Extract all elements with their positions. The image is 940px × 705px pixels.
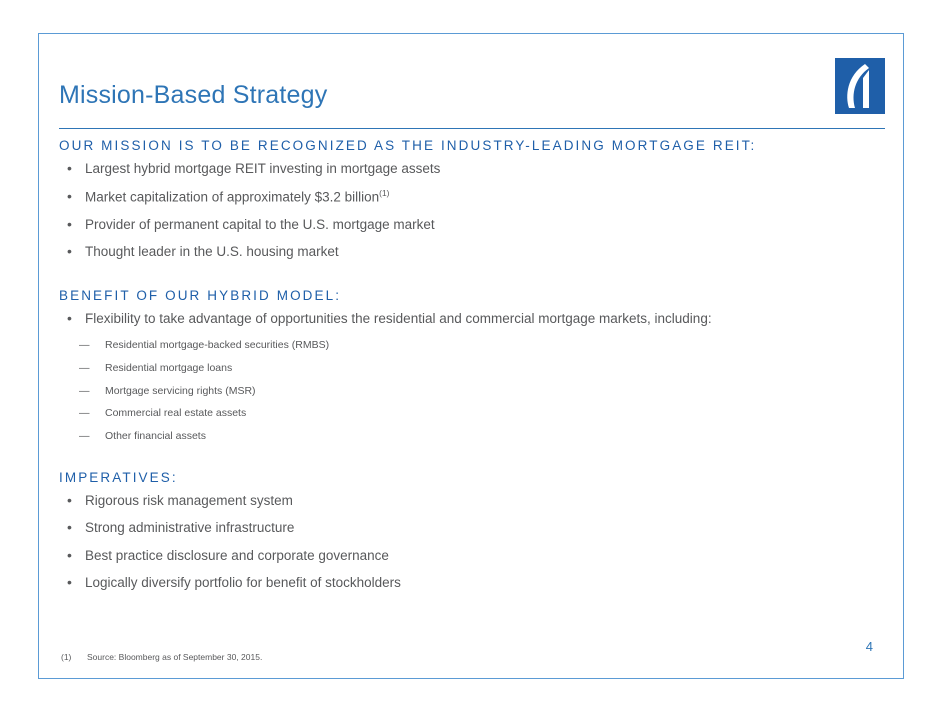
list-item — [59, 215, 889, 235]
list-item — [79, 384, 889, 399]
bullet-text: Provider of permanent capital to the U.S. mortgage market — [85, 216, 435, 232]
page-number: 4 — [865, 639, 873, 654]
slide-frame — [38, 33, 904, 679]
sub-bullet-wrap — [59, 338, 889, 443]
list-item — [59, 187, 889, 207]
bullet-text: Largest hybrid mortgage REIT investing in mortgage assets — [85, 161, 441, 176]
footnote — [61, 652, 262, 662]
section-heading-hybrid-model: BENEFIT OF OUR HYBRID MODEL: — [59, 287, 342, 303]
footnote-text: Source: Bloomberg as of September 30, 2015. — [87, 652, 263, 662]
bullet-text: Market capitalization of approximately $3.2 billion — [85, 189, 380, 205]
page-title: Mission-Based Strategy — [59, 81, 328, 109]
slide-content — [59, 138, 889, 601]
list-item — [59, 309, 889, 329]
list-item — [59, 242, 889, 262]
list-item — [79, 429, 889, 444]
list-item — [79, 338, 889, 353]
list-item — [79, 361, 889, 376]
bullet-text: Logically diversify portfolio for benefit of stockholders — [85, 575, 401, 591]
footnote-ref: (1) — [379, 187, 390, 198]
bullet-text: Rigorous risk management system — [85, 492, 293, 508]
footnote-mark: (1) — [61, 652, 72, 662]
bullet-text: Strong administrative infrastructure — [85, 520, 295, 536]
list-item — [59, 546, 889, 566]
sub-bullet-text: Residential mortgage loans — [105, 362, 233, 374]
bullet-text: Thought leader in the U.S. housing market — [85, 244, 339, 260]
sub-bullet-text: Other financial assets — [105, 430, 206, 443]
list-item — [59, 491, 889, 511]
company-logo — [835, 58, 885, 114]
list-item — [79, 406, 889, 421]
section-heading-mission: OUR MISSION IS TO BE RECOGNIZED AS THE INDUSTRY-LEADING MORTGAGE REIT: — [59, 138, 757, 153]
sub-bullet-text: Mortgage servicing rights (MSR) — [105, 384, 256, 397]
list-item — [59, 159, 889, 179]
bullet-text: Best practice disclosure and corporate governance — [85, 547, 389, 563]
bullet-list-imperatives — [59, 491, 889, 593]
title-divider — [59, 128, 885, 129]
sub-bullet-text: Commercial real estate assets — [105, 407, 247, 420]
list-item — [59, 518, 889, 538]
bullet-text: Flexibility to take advantage of opportunities the residential and commercial mortgage markets, including: — [85, 310, 712, 326]
bullet-list-hybrid-model — [59, 309, 889, 329]
section-heading-imperatives: IMPERATIVES: — [59, 469, 178, 485]
sub-bullet-text: Residential mortgage-backed securities (RMBS) — [105, 339, 330, 352]
bullet-list-mission — [59, 159, 889, 262]
sub-bullet-list-hybrid-model — [79, 338, 889, 443]
list-item — [59, 573, 889, 593]
